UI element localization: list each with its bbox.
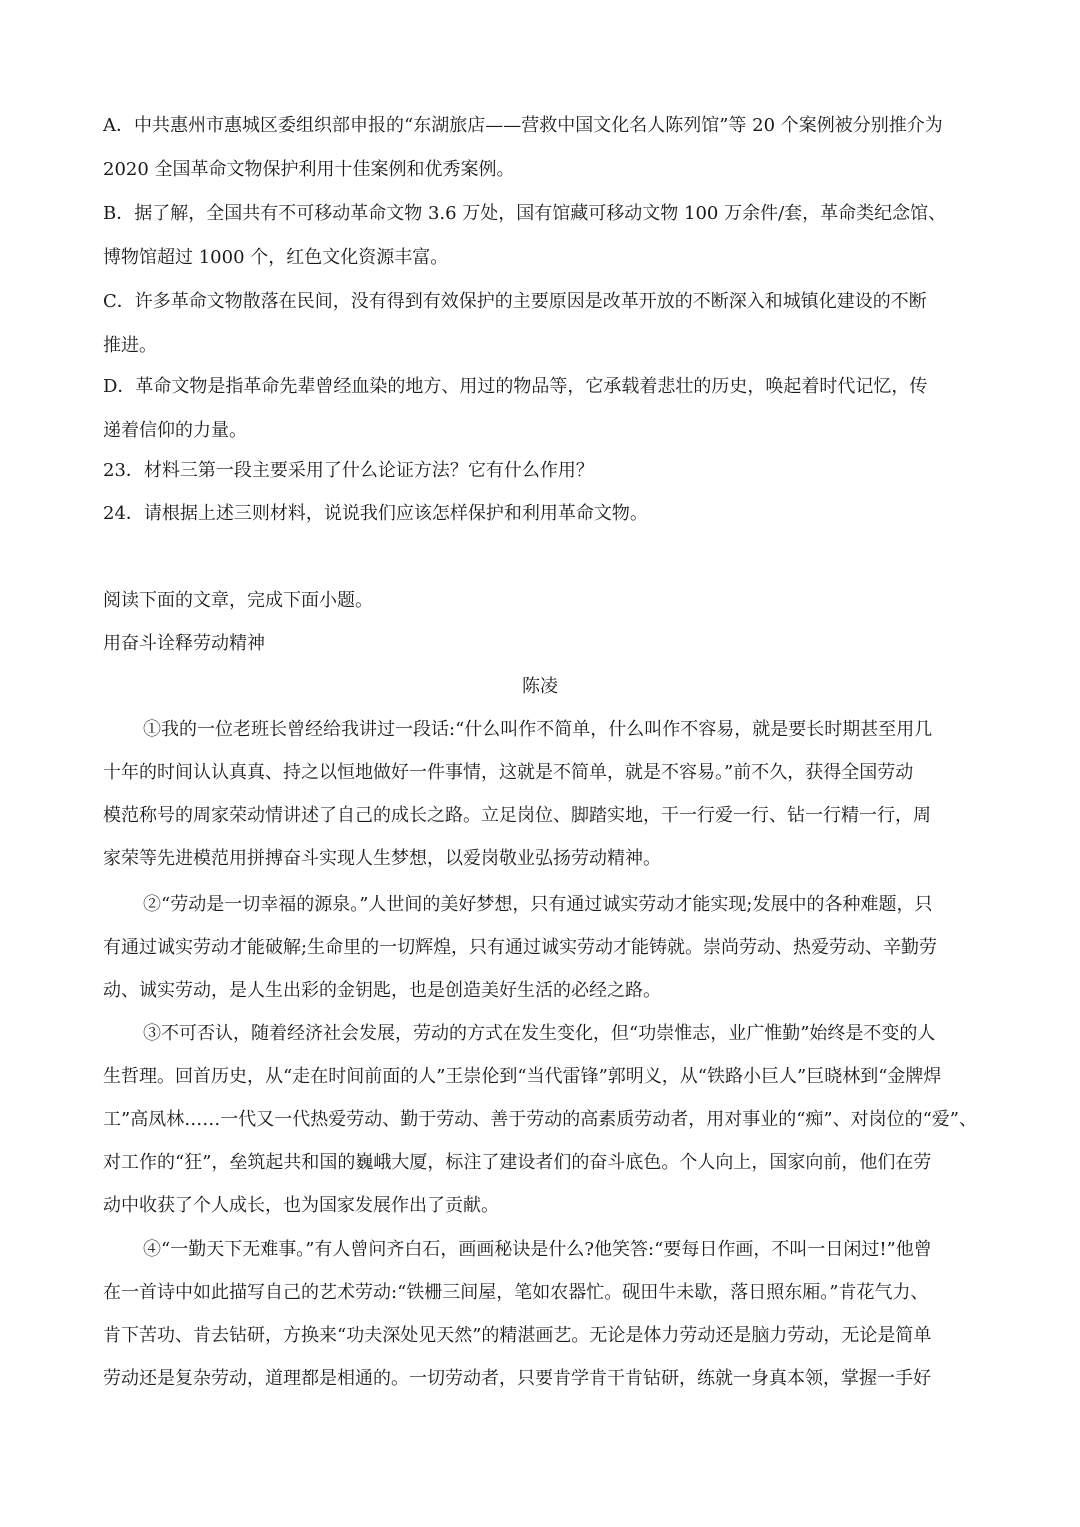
paragraph-line: 动、诚实劳动，是人生出彩的金钥匙，也是创造美好生活的必经之路。	[103, 980, 661, 1001]
option-b-line-2: 博物馆超过 1000 个，红色文化资源丰富。	[103, 247, 449, 268]
article-author: 陈凌	[522, 676, 558, 697]
paragraph-line: 生哲理。回首历史，从“走在时间前面的人”王崇伦到“当代雷锋”郭明义，从“铁路小巨人”巨晓林到“金牌焊	[103, 1066, 942, 1087]
paragraph-line: ①我的一位老班长曾经给我讲过一段话:“什么叫作不简单，什么叫作不容易，就是要长时期甚至用几	[143, 719, 933, 740]
option-c	[103, 280, 983, 368]
option-d-line-2: 递着信仰的力量。	[103, 420, 247, 441]
option-c-line-1: C．许多革命文物散落在民间，没有得到有效保护的主要原因是改革开放的不断深入和城镇化建设的不断	[103, 291, 927, 312]
option-d	[103, 365, 983, 453]
paragraph-line: 家荣等先进模范用拼搏奋斗实现人生梦想，以爱岗敬业弘扬劳动精神。	[103, 848, 661, 869]
paragraph-line: ②“劳动是一切幸福的源泉。”人世间的美好梦想，只有通过诚实劳动才能实现;发展中的各种难题，只	[143, 894, 933, 915]
article-paragraph-1	[103, 708, 983, 880]
option-c-line-2: 推进。	[103, 335, 157, 356]
question-23: 23．材料三第一段主要采用了什么论证方法？它有什么作用？	[103, 460, 594, 481]
question-24: 24．请根据上述三则材料，说说我们应该怎样保护和利用革命文物。	[103, 503, 648, 524]
paragraph-line: ③不可否认，随着经济社会发展，劳动的方式在发生变化，但“功崇惟志，业广惟勤”始终是不变的人	[143, 1023, 936, 1044]
paragraph-line: 有通过诚实劳动才能破解;生命里的一切辉煌，只有通过诚实劳动才能铸就。崇尚劳动、热爱劳动、辛勤劳	[103, 937, 938, 958]
paragraph-line: 工”高凤林……一代又一代热爱劳动、勤于劳动、善于劳动的高素质劳动者，用对事业的“痴”、对岗位的“爱”、	[103, 1109, 978, 1130]
option-b-line-1: B．据了解，全国共有不可移动革命文物 3.6 万处，国有馆藏可移动文物 100 万余件/套，革命类纪念馆、	[103, 203, 947, 224]
article-title: 用奋斗诠释劳动精神	[103, 633, 265, 654]
paragraph-line: 肯下苦功、肯去钻研，方换来“功夫深处见天然”的精湛画艺。无论是体力劳动还是脑力劳动，无论是简单	[103, 1325, 932, 1346]
paragraph-line: 劳动还是复杂劳动，道理都是相通的。一切劳动者，只要肯学肯干肯钻研，练就一身真本领，掌握一手好	[103, 1368, 931, 1389]
paragraph-line: 动中收获了个人成长，也为国家发展作出了贡献。	[103, 1195, 499, 1216]
paragraph-line: ④“一勤天下无难事。”有人曾问齐白石，画画秘诀是什么?他笑答:“要每日作画，不叫一日闲过!”他曾	[143, 1239, 932, 1260]
option-a	[103, 104, 983, 192]
option-d-line-1: D．革命文物是指革命先辈曾经血染的地方、用过的物品等，它承载着悲壮的历史，唤起着时代记忆，传	[103, 376, 928, 397]
article-paragraph-2	[103, 883, 983, 1012]
paragraph-line: 十年的时间认认真真、持之以恒地做好一件事情，这就是不简单，就是不容易。”前不久，获得全国劳动	[103, 762, 914, 783]
article-paragraph-4	[103, 1228, 983, 1400]
option-b	[103, 192, 983, 280]
article-paragraph-3	[103, 1012, 983, 1227]
paragraph-line: 模范称号的周家荣动情讲述了自己的成长之路。立足岗位、脚踏实地，干一行爱一行、钻一行精一行，周	[103, 805, 931, 826]
option-a-line-2: 2020 全国革命文物保护利用十佳案例和优秀案例。	[103, 159, 515, 180]
paragraph-line: 在一首诗中如此描写自己的艺术劳动:“铁栅三间屋，笔如农器忙。砚田牛未歇，落日照东厢。”肯花气力、	[103, 1282, 929, 1303]
option-a-line-1: A．中共惠州市惠城区委组织部申报的“东湖旅店——营救中国文化名人陈列馆”等 20 个案例被分别推介为	[103, 115, 943, 136]
reading-instruction: 阅读下面的文章，完成下面小题。	[103, 590, 373, 611]
paragraph-line: 对工作的“狂”，垒筑起共和国的巍峨大厦，标注了建设者们的奋斗底色。个人向上，国家向前，他们在劳	[103, 1152, 932, 1173]
